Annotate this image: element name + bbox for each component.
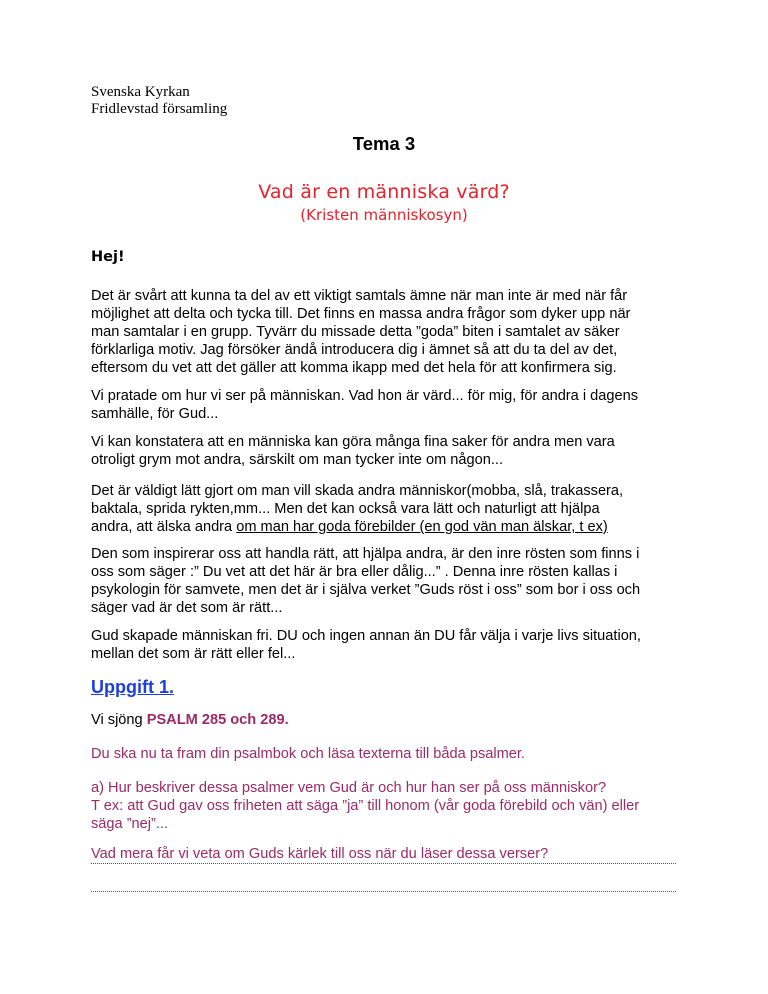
paragraph-line: mellan det som är rätt eller fel... (91, 646, 296, 662)
paragraph-line: möjlighet att delta och tycka till. Det finns en massa andra frågor som dyker upp när (91, 306, 631, 322)
answer-line[interactable] (91, 861, 676, 864)
task-heading: Uppgift 1. (91, 677, 174, 697)
paragraph-line: Det är svårt att kunna ta del av ett viktigt samtals ämne när man inte är med när får (91, 288, 628, 304)
paragraph-line: man samtalar i en grupp. Tyvärr du missade detta ”goda” biten i samtalet av säker (91, 324, 620, 340)
underlined-text: om man har goda förebilder (en god vän man älskar, t ex) (236, 519, 608, 535)
paragraph-line (91, 518, 691, 536)
example-line: T ex: att Gud gav oss friheten att säga ”ja” till honom (vår goda förebild och vän) eller (91, 798, 640, 814)
paragraph-line: eftersom du vet att det gäller att komma ikapp med det hela för att konfirmera sig. (91, 360, 617, 376)
question-a (91, 779, 691, 833)
organization-name: Svenska Kyrkan (91, 84, 190, 100)
paragraph-line: samhälle, för Gud... (91, 406, 219, 422)
task-intro-text: Vi sjöng (91, 712, 147, 728)
example-line: säga ”nej”... (91, 816, 169, 832)
paragraph-line: förklarliga motiv. Jag försöker ändå introducera dig i ämnet så att du ta del av det, (91, 342, 618, 358)
plain-text: andra, att älska andra (91, 519, 237, 535)
paragraph-line: oss som säger :” Du vet att det här är bra eller dålig...” . Denna inre rösten kallas i (91, 564, 618, 580)
psalm-reference: PSALM 285 och 289. (146, 712, 289, 728)
task-instruction: Du ska nu ta fram din psalmbok och läsa texterna till båda psalmer. (91, 746, 525, 762)
paragraph-6 (91, 627, 691, 663)
paragraph-line: Gud skapade människan fri. DU och ingen annan än DU får välja i varje livs situation, (91, 628, 641, 644)
paragraph-line: säger vad är det som är rätt... (91, 600, 283, 616)
paragraph-line: Vi pratade om hur vi ser på människan. Vad hon är värd... för mig, för andra i dagens (91, 388, 639, 404)
task-intro (91, 711, 289, 729)
greeting: Hej! (91, 249, 125, 265)
paragraph-5 (91, 545, 691, 617)
paragraph-line: otroligt grym mot andra, särskilt om man tycker inte om någon... (91, 452, 504, 468)
question-b: Vad mera får vi veta om Guds kärlek till oss när du läser dessa verser? (91, 846, 549, 862)
paragraph-line: baktala, sprida rykten,mm... Men det kan också vara lätt och naturligt att hjälpa (91, 501, 600, 517)
paragraph-line: psykologin för samvete, men det är i själva verket ”Guds röst i oss” som bor i oss och (91, 582, 641, 598)
page-title: Tema 3 (352, 133, 416, 154)
paragraph-2 (91, 387, 691, 423)
question-line: a) Hur beskriver dessa psalmer vem Gud är och hur han ser på oss människor? (91, 780, 607, 796)
paragraph-3 (91, 433, 691, 469)
sub-heading: (Kristen människosyn) (300, 206, 468, 224)
parish-name: Fridlevstad församling (91, 101, 228, 117)
paragraph-line: Det är väldigt lätt gjort om man vill skada andra människor(mobba, slå, trakassera, (91, 483, 624, 499)
main-heading: Vad är en människa värd? (258, 181, 510, 203)
paragraph-1 (91, 287, 691, 377)
paragraph-4 (91, 482, 691, 536)
answer-line[interactable] (91, 889, 676, 892)
paragraph-line: Den som inspirerar oss att handla rätt, att hjälpa andra, är den inre rösten som finns i (91, 546, 640, 562)
paragraph-line: Vi kan konstatera att en människa kan göra många fina saker för andra men vara (91, 434, 615, 450)
